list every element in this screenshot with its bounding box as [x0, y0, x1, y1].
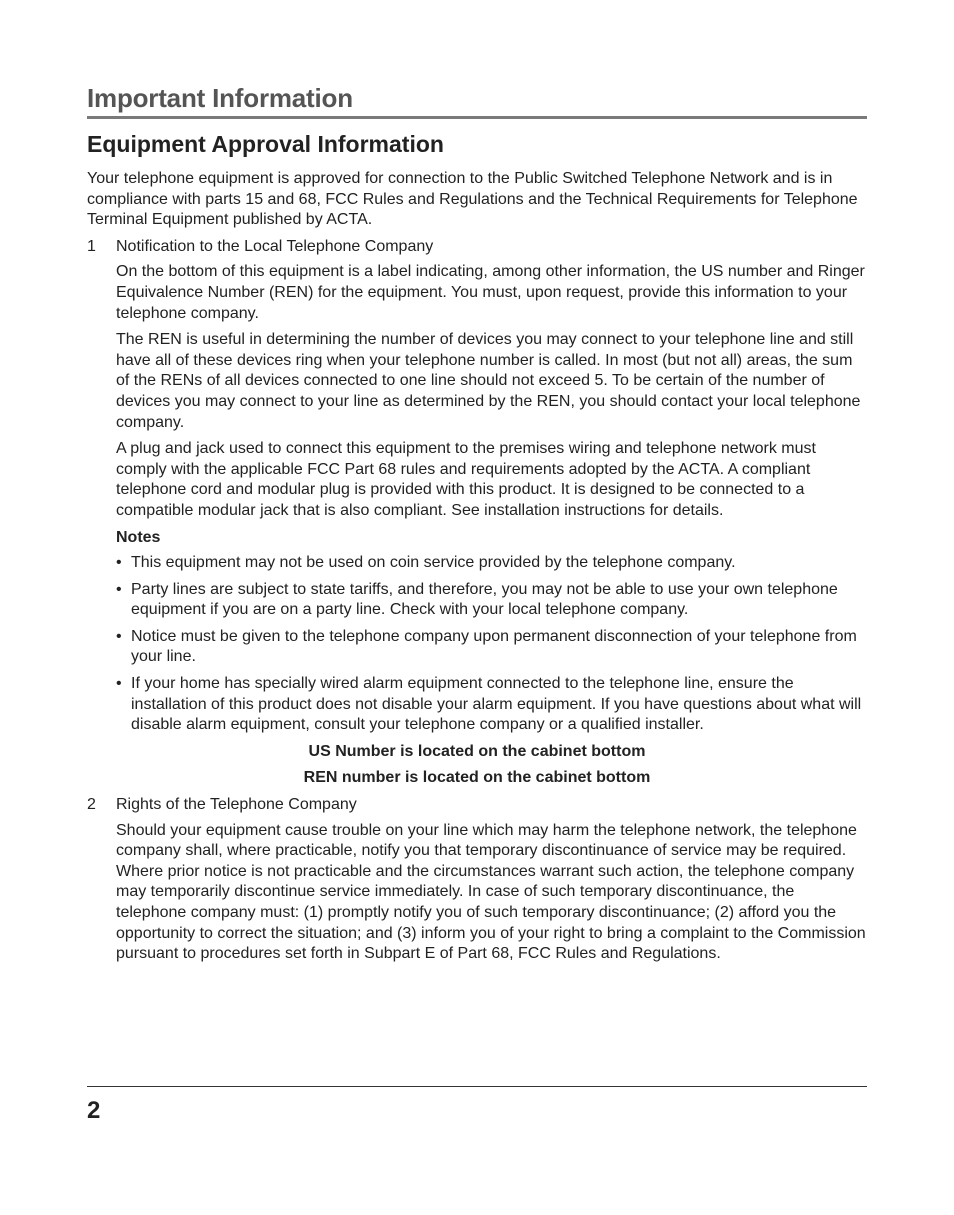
intro-paragraph: Your telephone equipment is approved for connection to the Public Switched Telephone Network and is in compliance with parts 15 and 68, FCC Rules and Regulations and the Technical Requirements for Telephone Terminal Equipment published by ACTA.: [87, 170, 858, 229]
page-title: Important Information: [87, 83, 353, 113]
footer-divider: [87, 1086, 867, 1087]
item-1-paragraph: On the bottom of this equipment is a label indicating, among other information, the US number and Ringer Equivalence Number (REN) for the equipment. You must, upon request, provide this information to your telephone company.: [116, 263, 865, 322]
note-text: Notice must be given to the telephone company upon permanent disconnection of your telephone from your line.: [131, 627, 857, 666]
item-1-number: 1: [87, 237, 96, 255]
note-text: If your home has specially wired alarm equipment connected to the telephone line, ensure the installation of this product does not disable your alarm equipment. If you have questions about what will disable alarm equipment, consult your telephone company or a qualified installer.: [131, 675, 862, 734]
item-2-heading: Rights of the Telephone Company: [116, 796, 357, 814]
ren-number-location: REN number is located on the cabinet bottom: [303, 769, 651, 787]
notes-list: [116, 553, 867, 736]
item-1-heading-row: [87, 237, 867, 258]
bullet-icon: •: [116, 627, 122, 645]
us-number-location: US Number is located on the cabinet bottom: [308, 742, 646, 760]
main-content: [87, 128, 867, 971]
item-1-heading: Notification to the Local Telephone Company: [116, 237, 434, 255]
bullet-icon: •: [116, 675, 122, 693]
notes-list-item: [116, 627, 867, 668]
item-1-paragraph: The REN is useful in determining the number of devices you may connect to your telephone line and still have all of these devices ring when your telephone number is called. In most (but not all) areas, the sum of the RENs of all devices connected to one line should not exceed 5. To be certain of the number of devices you may connect to your line as determined by the REN, you should contact your local telephone company.: [116, 331, 861, 431]
bullet-icon: •: [116, 554, 122, 572]
section-title: Equipment Approval Information: [87, 131, 444, 157]
page-header: [87, 82, 867, 119]
item-2-body: [116, 821, 867, 965]
notes-title: Notes: [116, 528, 161, 546]
notes-list-item: [116, 580, 867, 621]
item-2-paragraph: Should your equipment cause trouble on your line which may harm the telephone network, the telephone company shall, where practicable, notify you that temporary discontinuance of service may be required. Where prior notice is not practicable and the circumstances warrant such action, the telephone company may temporarily discontinue service immediately. In case of such temporary discontinuance, the telephone company must: (1) promptly notify you of such temporary discontinuance; (2) afford you the opportunity to correct the situation; and (3) inform you of your right to bring a complaint to the Commission pursuant to procedures set forth in Subpart E of Part 68, FCC Rules and Regulations.: [116, 821, 866, 963]
note-text: Party lines are subject to state tariffs, and therefore, you may not be able to use your own telephone equipment if you are on a party line. Check with your local telephone company.: [131, 580, 838, 619]
item-2-number: 2: [87, 796, 96, 814]
item-1-paragraph: A plug and jack used to connect this equipment to the premises wiring and telephone network must comply with the applicable FCC Part 68 rules and requirements adopted by the ACTA. A compliant telephone cord and modular plug is provided with this product. It is designed to be connected to a compatible modular jack that is also compliant. See installation instructions for details.: [116, 440, 816, 519]
notes-list-item: [116, 674, 867, 736]
bullet-icon: •: [116, 580, 122, 598]
notes-list-item: [116, 553, 867, 574]
page-number: 2: [87, 1097, 101, 1124]
item-2-heading-row: [87, 795, 867, 816]
note-text: This equipment may not be used on coin service provided by the telephone company.: [131, 554, 736, 572]
item-1-body: [116, 262, 867, 735]
